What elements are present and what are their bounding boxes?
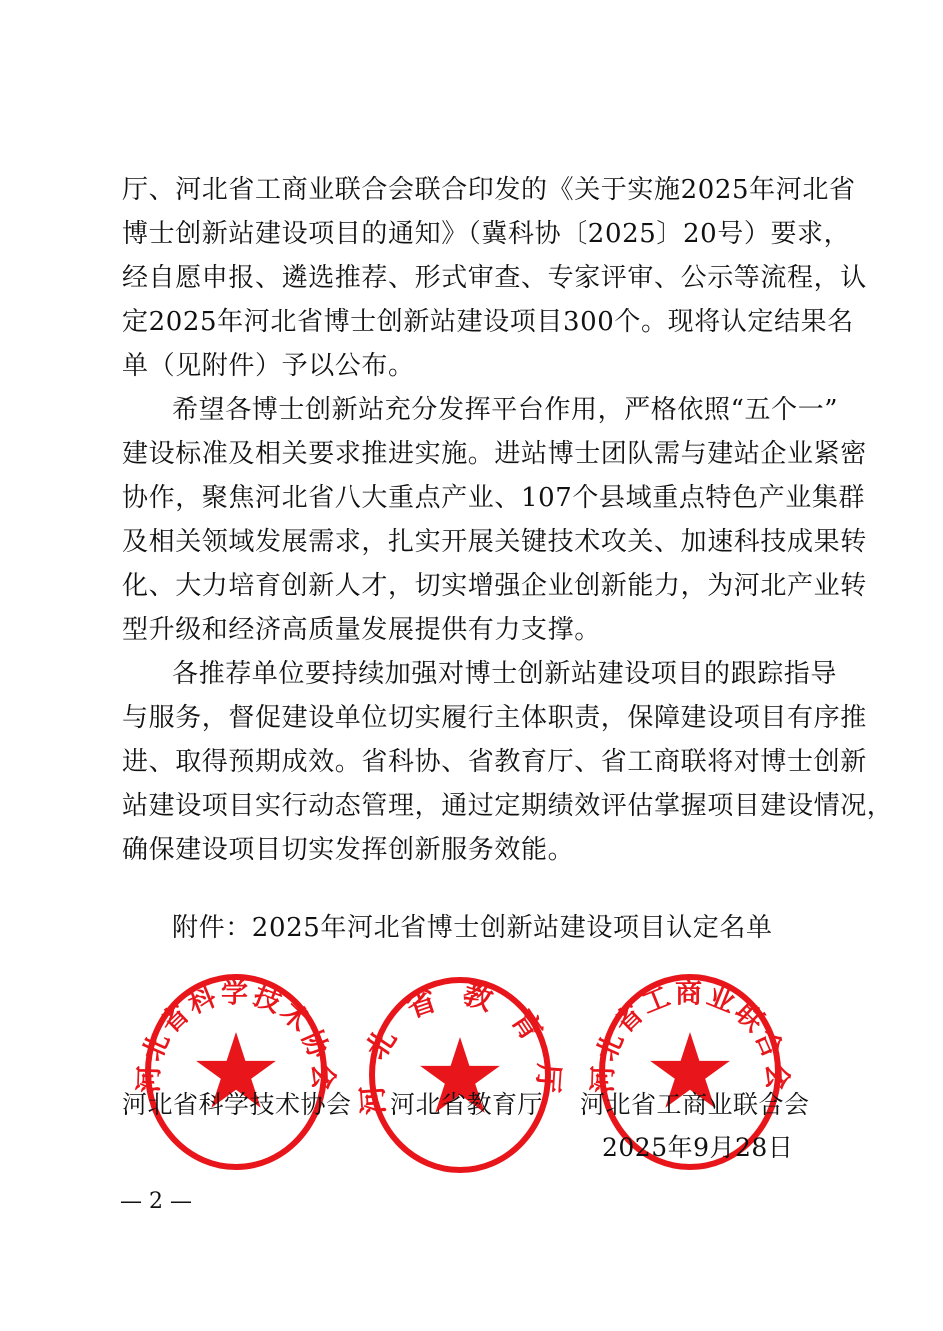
document-date: 2025年9月28日 [602, 1133, 794, 1162]
text-line: 站建设项目实行动态管理，通过定期绩效评估掌握项目建设情况， [122, 791, 894, 821]
text-line: 协作，聚焦河北省八大重点产业、107个县域重点特色产业集群 [122, 483, 866, 513]
official-seal-education-department [353, 975, 567, 1175]
seal-icon [353, 975, 567, 1175]
text-line: 定2025年河北省博士创新站建设项目300个。现将认定结果名 [122, 307, 854, 337]
text-line: 厅、河北省工商业联合会联合印发的《关于实施2025年河北省 [122, 175, 856, 205]
attachment-note: 附件：2025年河北省博士创新站建设项目认定名单 [172, 913, 773, 943]
text-line: 希望各博士创新站充分发挥平台作用，严格依照“五个一” [172, 395, 839, 425]
svg-text:河北省工商业联合会: 河北省工商业联合会 [587, 978, 793, 1094]
text-line: 单（见附件）予以公布。 [122, 351, 415, 381]
text-line: 化、大力培育创新人才，切实增强企业创新能力，为河北产业转 [122, 571, 867, 601]
signer-industry-commerce-federation: 河北省工商业联合会 [580, 1090, 810, 1119]
signer-science-association: 河北省科学技术协会 [122, 1090, 352, 1119]
signer-education-department: 河北省教育厅 [390, 1090, 544, 1119]
text-line: 及相关领域发展需求，扎实开展关键技术攻关、加速科技成果转 [122, 527, 867, 557]
official-seal-science-association [133, 972, 339, 1172]
text-line: 建设标准及相关要求推进实施。进站博士团队需与建站企业紧密 [122, 439, 867, 469]
text-line: 型升级和经济高质量发展提供有力支撑。 [122, 615, 601, 645]
page-number: — 2 — [120, 1189, 192, 1214]
svg-text:河北省教育厅: 河北省教育厅 [353, 975, 567, 1116]
text-line: 各推荐单位要持续加强对博士创新站建设项目的跟踪指导 [172, 659, 838, 689]
seal-icon [133, 972, 339, 1172]
svg-text:河北省科学技术协会: 河北省科学技术协会 [133, 978, 339, 1094]
text-line: 与服务，督促建设单位切实履行主体职责，保障建设项目有序推 [122, 703, 867, 733]
text-line: 博士创新站建设项目的通知》（冀科协〔2025〕20号）要求， [122, 219, 851, 249]
text-line: 经自愿申报、遴选推荐、形式审查、专家评审、公示等流程，认 [122, 263, 867, 293]
text-line: 进、取得预期成效。省科协、省教育厅、省工商联将对博士创新 [122, 747, 867, 777]
text-line: 确保建设项目切实发挥创新服务效能。 [122, 835, 575, 865]
